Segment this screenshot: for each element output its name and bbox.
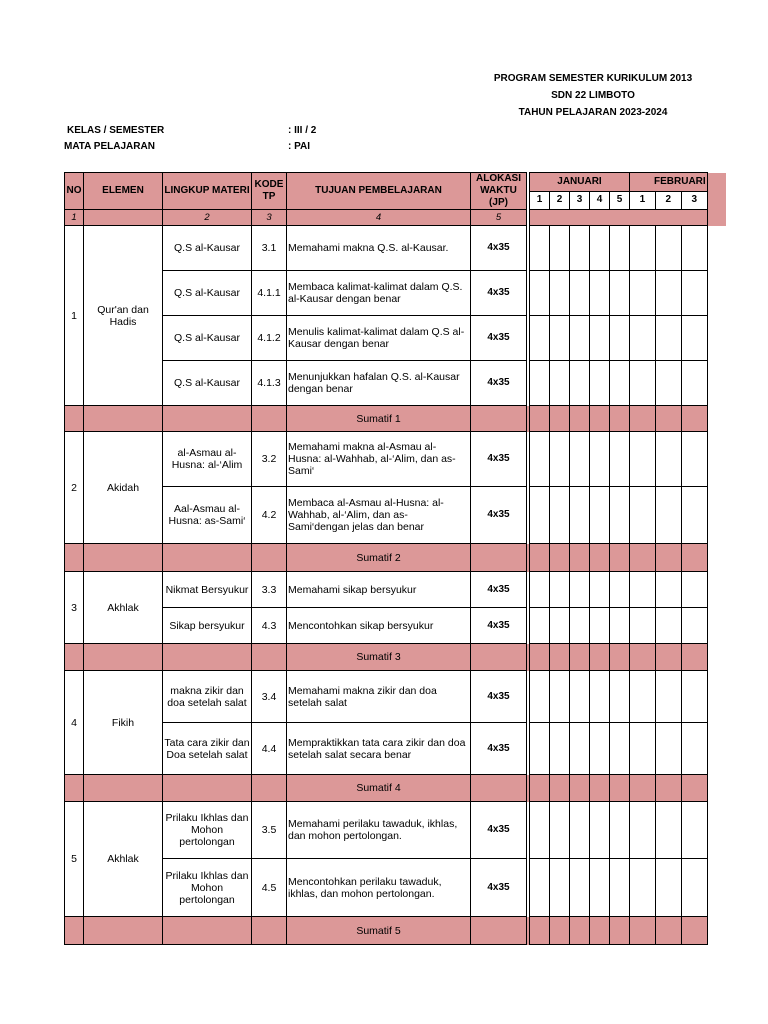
- week-cell: [530, 226, 550, 271]
- week-cell: [655, 608, 681, 644]
- colnum-weeks: [530, 210, 708, 226]
- week-cell: [655, 271, 681, 316]
- week-cell: [590, 316, 610, 361]
- row-tujuan-pembelajaran: Mencontohkan perilaku tawaduk, ikhlas, dan mohon pertolongan.: [287, 859, 471, 917]
- sumatif-week-cell: [530, 406, 550, 432]
- row-alokasi-waktu: 4x35: [471, 226, 527, 271]
- row-tujuan-pembelajaran: Mencontohkan sikap bersyukur: [287, 608, 471, 644]
- week-cell: [630, 316, 656, 361]
- col-header-no: NO: [65, 173, 84, 210]
- sumatif-week-cell: [590, 644, 610, 671]
- row-tujuan-pembelajaran: Mempraktikkan tata cara zikir dan doa setelah salat secara benar: [287, 723, 471, 775]
- week-cell: [655, 226, 681, 271]
- week-cell: [590, 723, 610, 775]
- week-januari-4: 4: [590, 191, 610, 210]
- week-cell: [630, 802, 656, 859]
- row-elemen: Fikih: [84, 671, 163, 775]
- colnum-alokasi: 5: [471, 210, 527, 226]
- sumatif-week-cell: [550, 544, 570, 572]
- sumatif-lingkup: [163, 775, 252, 802]
- row-tujuan-pembelajaran: Membaca al-Asmau al-Husna: al-Wahhab, al-‘Alim, dan as-Sami‘dengan jelas dan benar: [287, 487, 471, 544]
- week-cell: [550, 859, 570, 917]
- row-kode-tp: 4.1.3: [252, 361, 287, 406]
- row-alokasi-waktu: 4x35: [471, 608, 527, 644]
- week-cell: [681, 361, 707, 406]
- kelas-label: KELAS / SEMESTER: [67, 125, 165, 136]
- row-lingkup-materi: Q.S al-Kausar: [163, 226, 252, 271]
- sumatif-week-cell: [630, 406, 656, 432]
- row-lingkup-materi: makna zikir dan doa setelah salat: [163, 671, 252, 723]
- sumatif-row: [65, 544, 727, 572]
- sumatif-week-cell: [681, 406, 707, 432]
- week-cell: [590, 859, 610, 917]
- week-cell: [530, 608, 550, 644]
- colnum-filler: [707, 210, 726, 226]
- week-cell: [590, 432, 610, 487]
- week-cell: [570, 316, 590, 361]
- week-cell: [570, 487, 590, 544]
- sumatif-elemen: [84, 544, 163, 572]
- sumatif-no: [65, 917, 84, 945]
- row-kode-tp: 4.3: [252, 608, 287, 644]
- week-cell: [590, 671, 610, 723]
- sumatif-week-cell: [610, 644, 630, 671]
- week-cell: [530, 361, 550, 406]
- sumatif-week-cell: [570, 775, 590, 802]
- week-cell: [570, 723, 590, 775]
- sumatif-alokasi: [471, 406, 527, 432]
- colnum-elemen: [84, 210, 163, 226]
- week-cell: [530, 487, 550, 544]
- row-lingkup-materi: Prilaku Ikhlas dan Mohon pertolongan: [163, 859, 252, 917]
- week-cell: [630, 361, 656, 406]
- row-tujuan-pembelajaran: Memahami makna Q.S. al-Kausar.: [287, 226, 471, 271]
- week-cell: [610, 671, 630, 723]
- column-number-row: [65, 210, 727, 226]
- sumatif-lingkup: [163, 544, 252, 572]
- sumatif-row: [65, 775, 727, 802]
- row-lingkup-materi: Aal-Asmau al-Husna: as-Sami‘: [163, 487, 252, 544]
- week-cell: [550, 802, 570, 859]
- week-februari-3: 3: [681, 191, 707, 210]
- colnum-no: 1: [65, 210, 84, 226]
- row-alokasi-waktu: 4x35: [471, 723, 527, 775]
- row-kode-tp: 3.1: [252, 226, 287, 271]
- sumatif-kode: [252, 917, 287, 945]
- row-alokasi-waktu: 4x35: [471, 572, 527, 608]
- sumatif-elemen: [84, 406, 163, 432]
- month-header-februari: FEBRUARI: [630, 173, 708, 192]
- row-alokasi-waktu: 4x35: [471, 361, 527, 406]
- week-cell: [630, 226, 656, 271]
- table-row: [65, 316, 727, 361]
- week-cell: [655, 671, 681, 723]
- sumatif-week-cell: [590, 544, 610, 572]
- week-cell: [655, 802, 681, 859]
- week-cell: [681, 226, 707, 271]
- sumatif-alokasi: [471, 544, 527, 572]
- row-lingkup-materi: Q.S al-Kausar: [163, 361, 252, 406]
- sumatif-row: [65, 917, 727, 945]
- week-cell: [610, 859, 630, 917]
- week-februari-2: 2: [655, 191, 681, 210]
- table-row: [65, 608, 727, 644]
- sumatif-alokasi: [471, 644, 527, 671]
- table-row: [65, 432, 727, 487]
- sumatif-no: [65, 544, 84, 572]
- row-lingkup-materi: Q.S al-Kausar: [163, 271, 252, 316]
- sumatif-kode: [252, 644, 287, 671]
- week-januari-3: 3: [570, 191, 590, 210]
- sumatif-week-cell: [610, 544, 630, 572]
- sumatif-lingkup: [163, 644, 252, 671]
- row-elemen: Qur'an dan Hadis: [84, 226, 163, 406]
- week-cell: [550, 572, 570, 608]
- table-row: [65, 487, 727, 544]
- sumatif-week-cell: [530, 917, 550, 945]
- row-alokasi-waktu: 4x35: [471, 802, 527, 859]
- week-cell: [610, 361, 630, 406]
- sumatif-week-cell: [590, 775, 610, 802]
- row-alokasi-waktu: 4x35: [471, 271, 527, 316]
- row-no: 5: [65, 802, 84, 917]
- week-cell: [681, 671, 707, 723]
- colnum-lingkup: 2: [163, 210, 252, 226]
- sumatif-week-cell: [655, 406, 681, 432]
- week-cell: [655, 361, 681, 406]
- mapel-label: MATA PELAJARAN: [64, 141, 155, 152]
- week-cell: [570, 671, 590, 723]
- sumatif-kode: [252, 406, 287, 432]
- row-kode-tp: 3.2: [252, 432, 287, 487]
- sumatif-week-cell: [570, 544, 590, 572]
- sumatif-week-cell: [550, 917, 570, 945]
- week-cell: [681, 271, 707, 316]
- table-row: [65, 271, 727, 316]
- sumatif-week-cell: [570, 406, 590, 432]
- sumatif-alokasi: [471, 775, 527, 802]
- week-cell: [610, 723, 630, 775]
- sumatif-week-cell: [655, 917, 681, 945]
- row-lingkup-materi: Prilaku Ikhlas dan Mohon pertolongan: [163, 802, 252, 859]
- week-cell: [570, 271, 590, 316]
- week-cell: [550, 271, 570, 316]
- sumatif-week-cell: [550, 644, 570, 671]
- col-header-lingkup: LINGKUP MATERI: [163, 173, 252, 210]
- table-row: [65, 859, 727, 917]
- sumatif-week-cell: [630, 544, 656, 572]
- sumatif-week-cell: [681, 917, 707, 945]
- table-row: [65, 572, 727, 608]
- week-cell: [681, 859, 707, 917]
- week-januari-1: 1: [530, 191, 550, 210]
- sumatif-row: [65, 644, 727, 671]
- row-kode-tp: 3.5: [252, 802, 287, 859]
- sumatif-week-cell: [655, 544, 681, 572]
- week-cell: [570, 572, 590, 608]
- week-cell: [550, 361, 570, 406]
- sumatif-week-cell: [550, 775, 570, 802]
- sumatif-no: [65, 775, 84, 802]
- table-row: [65, 723, 727, 775]
- kelas-value: : III / 2: [288, 125, 317, 136]
- row-kode-tp: 4.5: [252, 859, 287, 917]
- week-cell: [590, 572, 610, 608]
- row-lingkup-materi: al-Asmau al-Husna: al-‘Alim: [163, 432, 252, 487]
- row-kode-tp: 3.4: [252, 671, 287, 723]
- row-alokasi-waktu: 4x35: [471, 671, 527, 723]
- sumatif-row: [65, 406, 727, 432]
- sumatif-label: Sumatif 5: [287, 917, 471, 945]
- week-cell: [630, 859, 656, 917]
- sumatif-week-cell: [530, 644, 550, 671]
- week-cell: [610, 608, 630, 644]
- row-kode-tp: 4.2: [252, 487, 287, 544]
- week-cell: [655, 723, 681, 775]
- mapel-value: : PAI: [288, 141, 311, 152]
- week-cell: [530, 316, 550, 361]
- row-alokasi-waktu: 4x35: [471, 859, 527, 917]
- week-cell: [550, 316, 570, 361]
- week-cell: [530, 723, 550, 775]
- week-cell: [630, 487, 656, 544]
- row-tujuan-pembelajaran: Memahami perilaku tawaduk, ikhlas, dan mohon pertolongan.: [287, 802, 471, 859]
- week-cell: [681, 572, 707, 608]
- week-cell: [550, 226, 570, 271]
- sumatif-alokasi: [471, 917, 527, 945]
- header-row: [65, 173, 727, 192]
- row-elemen: Akidah: [84, 432, 163, 544]
- sumatif-label: Sumatif 4: [287, 775, 471, 802]
- week-cell: [530, 802, 550, 859]
- doc-title-line2: SDN 22 LIMBOTO: [551, 90, 635, 101]
- week-cell: [530, 271, 550, 316]
- week-cell: [655, 572, 681, 608]
- week-cell: [550, 487, 570, 544]
- week-cell: [630, 671, 656, 723]
- doc-title-line1: PROGRAM SEMESTER KURIKULUM 2013: [493, 73, 693, 84]
- sumatif-no: [65, 644, 84, 671]
- week-januari-5: 5: [610, 191, 630, 210]
- week-cell: [550, 608, 570, 644]
- week-cell: [655, 859, 681, 917]
- week-cell: [630, 723, 656, 775]
- colnum-tujuan: 4: [287, 210, 471, 226]
- sumatif-week-cell: [681, 644, 707, 671]
- sumatif-week-cell: [530, 775, 550, 802]
- week-cell: [681, 608, 707, 644]
- sumatif-label: Sumatif 2: [287, 544, 471, 572]
- week-cell: [570, 608, 590, 644]
- week-cell: [610, 432, 630, 487]
- week-cell: [655, 316, 681, 361]
- sumatif-label: Sumatif 1: [287, 406, 471, 432]
- week-cell: [570, 802, 590, 859]
- week-cell: [590, 802, 610, 859]
- header-filler: [707, 173, 726, 192]
- week-februari-1: 1: [630, 191, 656, 210]
- week-cell: [590, 487, 610, 544]
- row-tujuan-pembelajaran: Membaca kalimat-kalimat dalam Q.S. al-Kausar dengan benar: [287, 271, 471, 316]
- col-header-elemen: ELEMEN: [84, 173, 163, 210]
- week-cell: [610, 572, 630, 608]
- colnum-kode: 3: [252, 210, 287, 226]
- week-cell: [630, 572, 656, 608]
- row-tujuan-pembelajaran: Memahami sikap bersyukur: [287, 572, 471, 608]
- week-cell: [681, 802, 707, 859]
- week-cell: [530, 859, 550, 917]
- week-cell: [630, 432, 656, 487]
- week-cell: [570, 226, 590, 271]
- week-cell: [655, 487, 681, 544]
- row-tujuan-pembelajaran: Menulis kalimat-kalimat dalam Q.S al-Kausar dengan benar: [287, 316, 471, 361]
- week-cell: [530, 572, 550, 608]
- sumatif-week-cell: [655, 775, 681, 802]
- sumatif-kode: [252, 544, 287, 572]
- week-cell: [590, 271, 610, 316]
- row-alokasi-waktu: 4x35: [471, 432, 527, 487]
- sumatif-week-cell: [655, 644, 681, 671]
- week-januari-2: 2: [550, 191, 570, 210]
- month-header-januari: JANUARI: [530, 173, 630, 192]
- sumatif-kode: [252, 775, 287, 802]
- sumatif-week-cell: [630, 644, 656, 671]
- sumatif-week-cell: [630, 917, 656, 945]
- week-cell: [550, 671, 570, 723]
- week-cell: [610, 487, 630, 544]
- week-filler: [707, 191, 726, 210]
- week-cell: [550, 723, 570, 775]
- row-no: 2: [65, 432, 84, 544]
- sumatif-week-cell: [550, 406, 570, 432]
- sumatif-week-cell: [681, 775, 707, 802]
- col-header-kode: KODE TP: [252, 173, 287, 210]
- row-tujuan-pembelajaran: Menunjukkan hafalan Q.S. al-Kausar dengan benar: [287, 361, 471, 406]
- row-no: 1: [65, 226, 84, 406]
- week-cell: [681, 432, 707, 487]
- week-cell: [570, 859, 590, 917]
- sumatif-elemen: [84, 775, 163, 802]
- table-row: [65, 671, 727, 723]
- sumatif-elemen: [84, 644, 163, 671]
- row-alokasi-waktu: 4x35: [471, 487, 527, 544]
- sumatif-elemen: [84, 917, 163, 945]
- week-cell: [590, 361, 610, 406]
- week-cell: [530, 432, 550, 487]
- week-cell: [681, 487, 707, 544]
- sumatif-lingkup: [163, 406, 252, 432]
- week-cell: [630, 271, 656, 316]
- sumatif-week-cell: [610, 775, 630, 802]
- row-no: 3: [65, 572, 84, 644]
- sumatif-week-cell: [590, 406, 610, 432]
- week-cell: [610, 316, 630, 361]
- sumatif-week-cell: [630, 775, 656, 802]
- sumatif-no: [65, 406, 84, 432]
- sumatif-week-cell: [590, 917, 610, 945]
- row-lingkup-materi: Tata cara zikir dan Doa setelah salat: [163, 723, 252, 775]
- table-row: [65, 226, 727, 271]
- week-cell: [570, 432, 590, 487]
- week-cell: [590, 226, 610, 271]
- row-tujuan-pembelajaran: Memahami makna zikir dan doa setelah salat: [287, 671, 471, 723]
- table-row: [65, 361, 727, 406]
- row-kode-tp: 4.1.2: [252, 316, 287, 361]
- doc-title-line3: TAHUN PELAJARAN 2023-2024: [518, 107, 668, 118]
- week-cell: [610, 226, 630, 271]
- sumatif-lingkup: [163, 917, 252, 945]
- table-row: [65, 802, 727, 859]
- row-elemen: Akhlak: [84, 572, 163, 644]
- week-cell: [550, 432, 570, 487]
- sumatif-label: Sumatif 3: [287, 644, 471, 671]
- week-cell: [610, 802, 630, 859]
- program-semester-table: [64, 172, 727, 945]
- row-kode-tp: 4.4: [252, 723, 287, 775]
- row-alokasi-waktu: 4x35: [471, 316, 527, 361]
- week-cell: [681, 723, 707, 775]
- week-cell: [570, 361, 590, 406]
- row-lingkup-materi: Nikmat Bersyukur: [163, 572, 252, 608]
- sumatif-week-cell: [570, 644, 590, 671]
- week-cell: [610, 271, 630, 316]
- week-cell: [530, 671, 550, 723]
- row-tujuan-pembelajaran: Memahami makna al-Asmau al-Husna: al-Wahhab, al-‘Alim, dan as-Sami‘: [287, 432, 471, 487]
- row-kode-tp: 3.3: [252, 572, 287, 608]
- row-no: 4: [65, 671, 84, 775]
- row-lingkup-materi: Q.S al-Kausar: [163, 316, 252, 361]
- row-kode-tp: 4.1.1: [252, 271, 287, 316]
- row-elemen: Akhlak: [84, 802, 163, 917]
- sumatif-week-cell: [681, 544, 707, 572]
- week-cell: [630, 608, 656, 644]
- week-cell: [655, 432, 681, 487]
- col-header-tujuan: TUJUAN PEMBELAJARAN: [287, 173, 471, 210]
- sumatif-week-cell: [610, 406, 630, 432]
- sumatif-week-cell: [610, 917, 630, 945]
- sumatif-week-cell: [530, 544, 550, 572]
- col-header-alokasi: ALOKASI WAKTU (JP): [471, 173, 527, 210]
- week-cell: [590, 608, 610, 644]
- row-lingkup-materi: Sikap bersyukur: [163, 608, 252, 644]
- week-cell: [681, 316, 707, 361]
- sumatif-week-cell: [570, 917, 590, 945]
